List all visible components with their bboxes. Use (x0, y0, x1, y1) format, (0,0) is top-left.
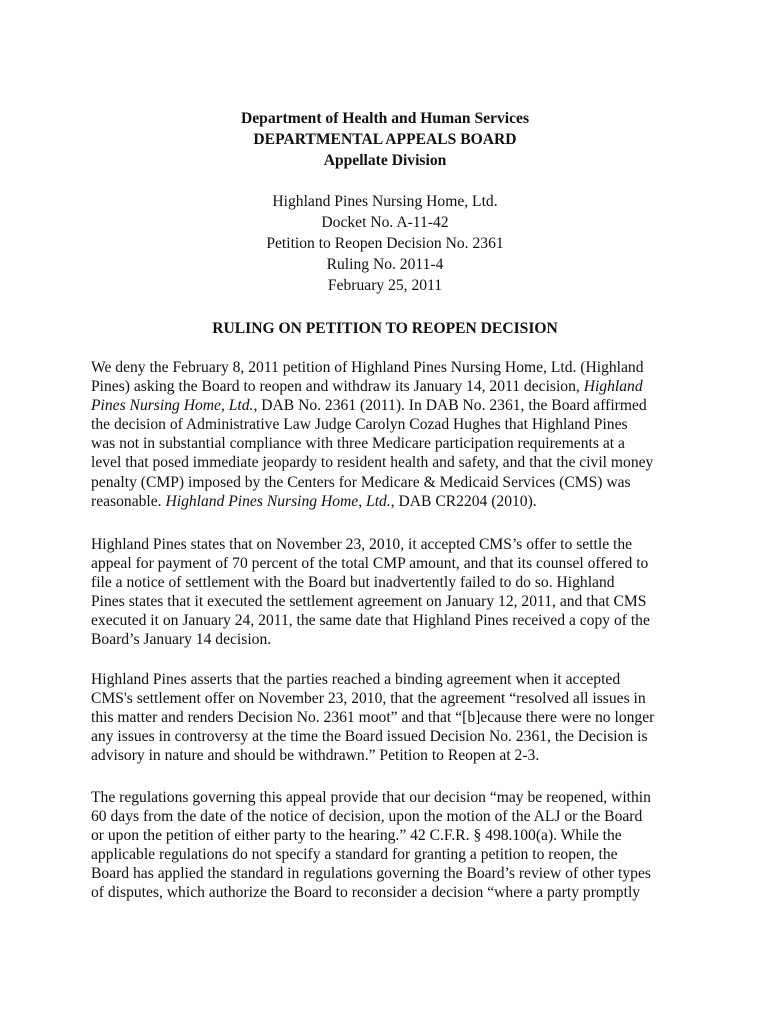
text-segment: reasonable. (91, 492, 166, 510)
text-line: penalty (CMP) imposed by the Centers for Medicare & Medicaid Services (CMS) was (91, 473, 631, 491)
text-segment: Pines) asking the Board to reopen and withdraw its January 14, 2011 decision, (91, 378, 584, 396)
text-line: Pines states that it executed the settlement agreement on January 12, 2011, and that CMS (91, 593, 647, 611)
text-line: We deny the February 8, 2011 petition of Highland Pines Nursing Home, Ltd. (Highland (91, 359, 644, 376)
text-line: or upon the petition of either party to the hearing.” 42 C.F.R. § 498.100(a). While the (91, 827, 622, 845)
text-line: of disputes, which authorize the Board to reconsider a decision “where a party promptly (91, 884, 641, 902)
paragraph-3 (91, 670, 691, 765)
text-line: applicable regulations do not specify a standard for granting a petition to reopen, the (91, 846, 618, 864)
text-line (91, 396, 691, 415)
case-citation: Highland Pines Nursing Home, Ltd. (165, 492, 391, 510)
paragraph-4 (91, 788, 691, 903)
docket-number: Docket No. A-11-42 (321, 214, 449, 231)
text-line (91, 492, 691, 511)
party-name: Highland Pines Nursing Home, Ltd. (272, 193, 498, 210)
text-line (91, 377, 691, 396)
case-caption (0, 191, 770, 296)
text-line: CMS's settlement offer on November 23, 2010, that the agreement “resolved all issues in (91, 690, 646, 708)
text-line: any issues in controversy at the time the Board issued Decision No. 2361, the Decision is (91, 728, 648, 746)
department-name: Department of Health and Human Services (240, 110, 530, 127)
paragraph-2 (91, 535, 691, 650)
text-line: Highland Pines states that on November 23, 2010, it accepted CMS’s offer to settle the (91, 536, 633, 553)
ruling-number: Ruling No. 2011-4 (326, 256, 444, 273)
text-line: level that posed immediate jeopardy to resident health and safety, and that the civil money (91, 454, 654, 472)
petition-reference: Petition to Reopen Decision No. 2361 (266, 235, 504, 252)
text-line: executed it on January 24, 2011, the same date that Highland Pines received a copy of the (91, 612, 650, 630)
text-line: The regulations governing this appeal provide that our decision “may be reopened, within (91, 789, 651, 806)
text-line: appeal for payment of 70 percent of the total CMP amount, and that its counsel offered to (91, 555, 649, 573)
text-line: Board has applied the standard in regulations governing the Board’s review of other types (91, 865, 651, 883)
text-line: was not in substantial compliance with three Medicare participation requirements at a (91, 435, 625, 453)
case-citation: Highland (583, 378, 643, 396)
ruling-title: RULING ON PETITION TO REOPEN DECISION (212, 320, 558, 337)
text-line: Board’s January 14 decision. (91, 631, 272, 649)
division-name: Appellate Division (323, 152, 447, 169)
text-line: Highland Pines asserts that the parties reached a binding agreement when it accepted (91, 671, 621, 688)
text-segment: , DAB No. 2361 (2011). In DAB No. 2361, the Board affirmed (253, 397, 647, 415)
board-name: DEPARTMENTAL APPEALS BOARD (253, 131, 517, 148)
text-line: this matter and renders Decision No. 2361 moot” and that “[b]ecause there were no longer (91, 709, 655, 727)
text-line: the decision of Administrative Law Judge Carolyn Cozad Hughes that Highland Pines (91, 416, 628, 434)
text-segment: , DAB CR2204 (2010). (390, 492, 537, 510)
text-line: 60 days from the date of the notice of decision, upon the motion of the ALJ or the Board (91, 808, 643, 826)
paragraph-1 (91, 358, 691, 511)
agency-header (0, 108, 770, 171)
text-line: file a notice of settlement with the Board but inadvertently failed to do so. Highland (91, 574, 615, 592)
text-line: advisory in nature and should be withdrawn.” Petition to Reopen at 2-3. (91, 747, 540, 765)
case-citation: Pines Nursing Home, Ltd. (91, 397, 254, 415)
ruling-date: February 25, 2011 (327, 277, 443, 294)
